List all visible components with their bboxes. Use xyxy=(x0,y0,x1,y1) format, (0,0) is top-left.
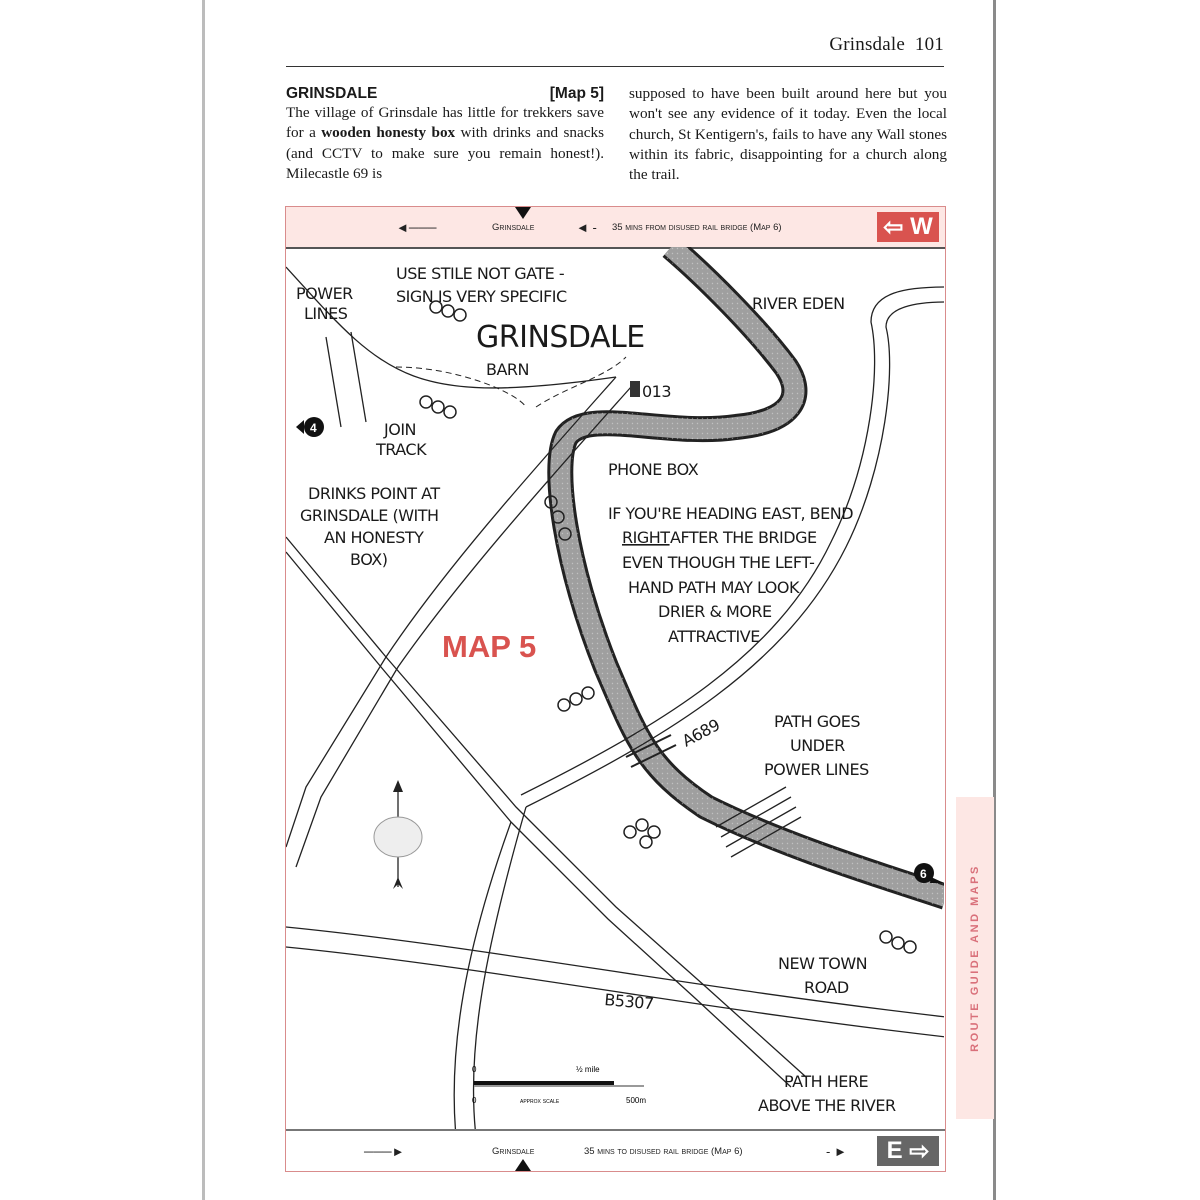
label-heading-east: HAND PATH MAY LOOK xyxy=(628,578,799,597)
label-new-town-road: ROAD xyxy=(804,978,849,997)
arrow-right-icon: - ► xyxy=(826,1143,847,1159)
top-bar-distance: 35 mins from disused rail bridge (Map 6) xyxy=(612,221,782,233)
label-join-track: TRACK xyxy=(376,440,427,459)
waypoint-6-icon xyxy=(914,863,944,883)
route-map-drawing xyxy=(286,247,944,1131)
location-marker-down-icon xyxy=(515,207,531,219)
section-title: GRINSDALE xyxy=(286,85,378,102)
label-power-lines: POWER xyxy=(296,284,353,303)
location-marker-up-icon xyxy=(515,1159,531,1171)
label-path-above-river: PATH HERE xyxy=(784,1072,869,1091)
label-drinks-point: AN HONESTY xyxy=(324,528,424,547)
scale-label: approx scale xyxy=(520,1098,560,1105)
map-bottom-bar xyxy=(286,1129,945,1171)
compass-north-icon xyxy=(374,780,422,889)
header-rule xyxy=(286,66,944,67)
page-number: 101 xyxy=(914,34,944,55)
label-heading-east: ATTRACTIVE xyxy=(668,627,760,646)
label-power-lines: LINES xyxy=(304,304,348,323)
label-heading-east: DRIER & MORE xyxy=(658,602,772,621)
label-drinks-point: BOX) xyxy=(350,550,388,569)
top-bar-place: Grinsdale xyxy=(492,221,535,233)
running-head-title: Grinsdale xyxy=(829,34,905,55)
text-run: The village of Grinsdale has little for trekkers save for a xyxy=(286,104,604,142)
label-heading-east: IF YOU'RE HEADING EAST, BEND xyxy=(608,504,854,523)
label-join-track: JOIN xyxy=(384,420,416,439)
label-road-a689: A689 xyxy=(678,715,723,751)
scale-label: 0 xyxy=(472,1065,477,1074)
east-direction-badge xyxy=(877,1136,939,1166)
label-path-under-power: UNDER xyxy=(790,736,845,755)
label-path-under-power: PATH GOES xyxy=(774,712,860,731)
paragraph-left xyxy=(286,103,604,184)
label-river-eden: RIVER EDEN xyxy=(752,294,845,313)
scale-label: 500m xyxy=(626,1096,647,1105)
bottom-bar-place: Grinsdale xyxy=(492,1145,535,1157)
map-panel xyxy=(285,206,946,1172)
text-run: with drinks and snacks (and CCTV to make sure you remain honest!). Milecastle 69 is xyxy=(286,124,604,182)
label-barn: BARN xyxy=(486,360,530,379)
label-use-stile: USE STILE NOT GATE - xyxy=(396,264,565,283)
label-phone-code: 013 xyxy=(642,382,672,401)
label-heading-east: EVEN THOUGH THE LEFT- xyxy=(622,553,815,572)
arrow-right-icon: ───► xyxy=(364,1143,405,1159)
waypoint-4-label: 4 xyxy=(310,421,317,435)
direction-letter: W xyxy=(910,213,933,240)
label-phone-box: PHONE BOX xyxy=(608,460,699,479)
label-heading-east: RIGHT xyxy=(622,528,670,547)
side-tab-label: ROUTE GUIDE AND MAPS xyxy=(969,864,981,1052)
scale-label: 0 xyxy=(472,1096,477,1105)
label-drinks-point: DRINKS POINT AT xyxy=(308,484,440,503)
bold-text-run: wooden honesty box xyxy=(321,124,456,142)
label-use-stile: SIGN IS VERY SPECIFIC xyxy=(396,287,567,306)
bottom-bar-distance: 35 mins to disused rail bridge (Map 6) xyxy=(584,1145,743,1157)
west-direction-badge xyxy=(877,212,939,242)
paragraph-right: supposed to have been built around here but you won't see any evidence of it today. Even the local church, St Kentigern's, fails to have any Wall stones within its fabric, disappointing for a church along the trail. xyxy=(629,85,947,184)
label-road-b5307: B5307 xyxy=(603,990,655,1014)
text-column-right xyxy=(629,84,947,185)
arrow-left-icon: ◄─── xyxy=(396,219,437,235)
map-reference: [Map 5] xyxy=(549,85,604,102)
arrow-left-icon: ⇦ xyxy=(883,213,911,241)
section-heading xyxy=(286,84,604,103)
direction-letter: E xyxy=(886,1137,903,1164)
arrow-right-icon: ⇨ xyxy=(902,1137,930,1165)
label-grinsdale: GRINSDALE xyxy=(476,320,645,355)
section-side-tab xyxy=(956,797,994,1119)
label-new-town-road: NEW TOWN xyxy=(778,954,868,973)
scale-bar xyxy=(474,1081,644,1087)
text-column-left xyxy=(286,84,604,184)
scale-label: ½ mile xyxy=(576,1065,600,1074)
map-top-bar xyxy=(286,207,945,249)
label-drinks-point: GRINSDALE (WITH xyxy=(300,506,439,525)
arrow-left-icon: ◄ - xyxy=(576,219,597,235)
running-head xyxy=(286,34,944,56)
label-path-above-river: ABOVE THE RIVER xyxy=(758,1096,896,1115)
label-path-under-power: POWER LINES xyxy=(764,760,869,779)
phone-box-icon xyxy=(630,381,640,397)
map-title: MAP 5 xyxy=(442,629,537,664)
waypoint-6-label: 6 xyxy=(920,867,927,881)
label-heading-east: AFTER THE BRIDGE xyxy=(670,528,817,547)
